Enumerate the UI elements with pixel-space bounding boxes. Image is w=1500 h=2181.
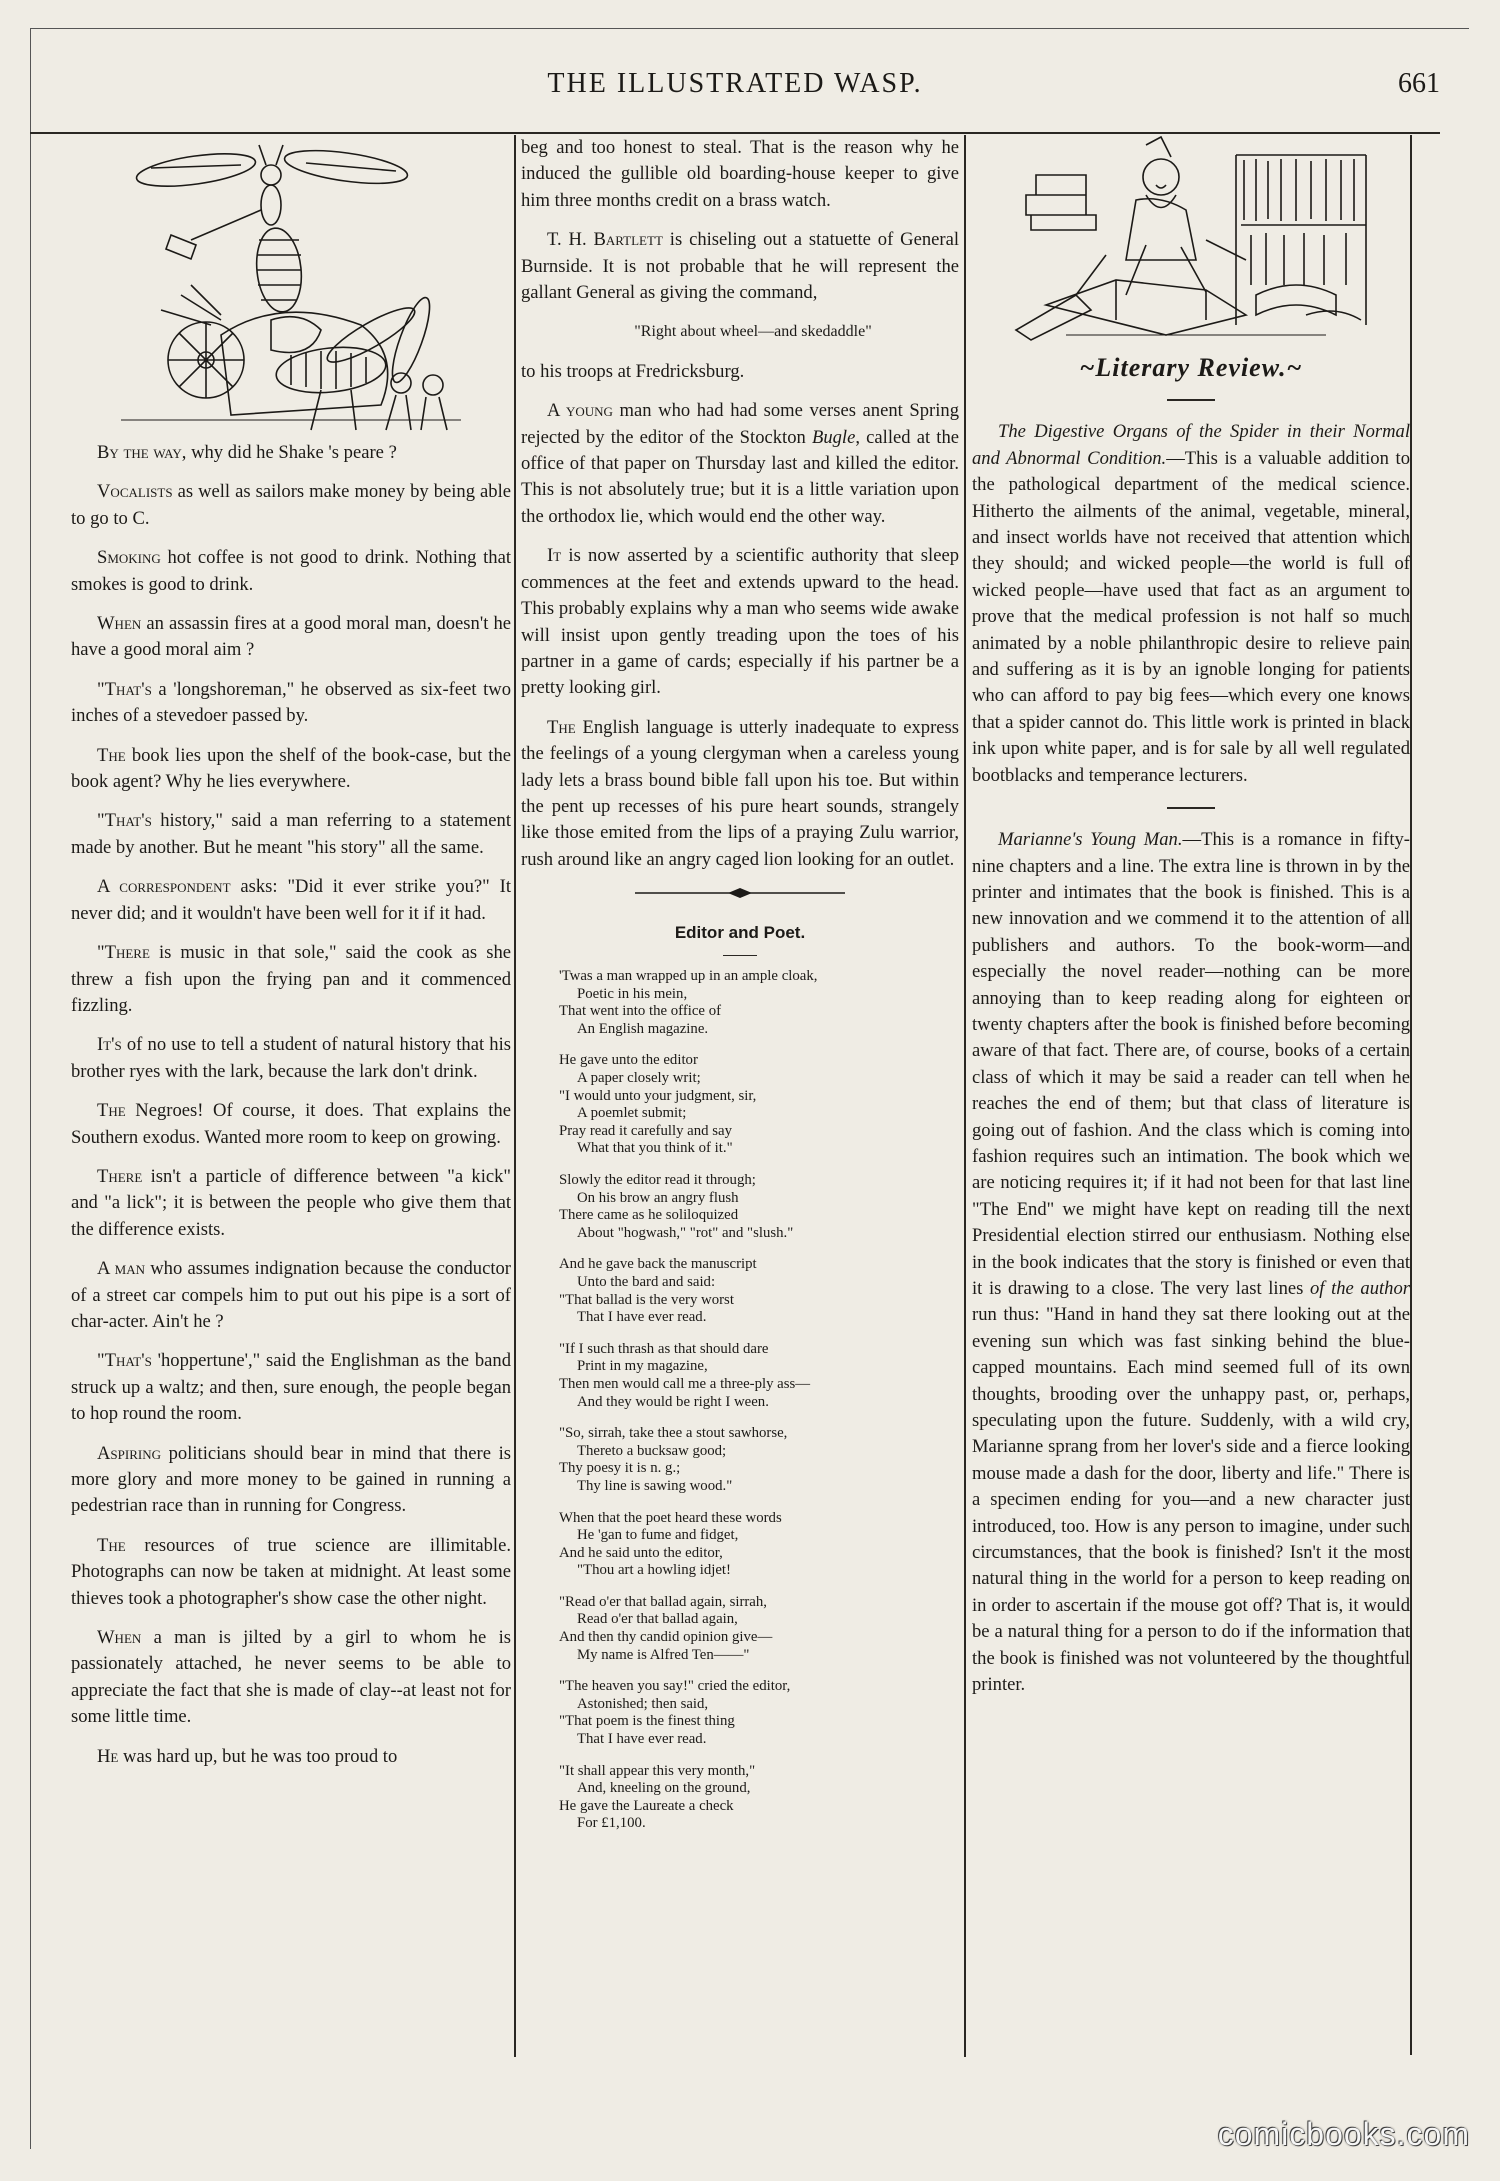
column-middle [521,135,959,1847]
poem-line: A paper closely writ; [577,1070,701,1087]
column-rule [964,135,966,2057]
continued-paragraph: beg and too honest to steal. That is the reason why he induced the gullible old boarding-house keeper to give him three months credit on a brass watch. [521,137,959,211]
poem-line: That went into the office of [559,1003,722,1020]
paragraph-text: Negroes! Of course, it does. That explains the Southern exodus. Wanted more room to keep on growing. [71,1100,511,1148]
paragraph-text: who assumes indignation because the conductor of a street car compels him to put out his pipe is a sort of char-acter. Ain't he ? [71,1258,511,1332]
paragraph-text: is now asserted by a scientific authority that sleep commences at the feet and extends upward to the head. This probably explains why a man who seems wide awake will insist upon gently treading upon the toes of his partner in a game of cards; especially if his partner be a pretty looking girl. [521,545,959,699]
poem-stanza [559,1052,959,1158]
lead-word: A correspondent [97,876,231,898]
review-book-title: Marianne's Young Man. [998,829,1183,851]
paragraph-text: hot coffee is not good to drink. Nothing that smokes is good to drink. [71,547,511,595]
lead-word: By the way, [97,442,187,463]
paragraph-text: is chiseling out a statuette of General Burnside. It is not probable that he will represent the gallant General as giving the command, [521,229,959,304]
paragraph [71,1256,511,1335]
poem-line: And he gave back the manuscript [559,1256,757,1273]
bookworm-gnome-illustration [1006,135,1376,345]
lead-word: Vocalists [97,481,173,503]
lead-word: The [97,1100,126,1122]
review-paragraph [972,419,1410,789]
poem-stanza [559,1256,959,1326]
column-rule [1410,135,1412,2055]
poem-line: About "hogwash," "rot" and "slush." [577,1224,794,1241]
poem-line: Thy poesy it is n. g.; [559,1460,681,1477]
col1-paragraphs [71,440,511,1770]
review-paragraph [972,827,1410,1698]
heading-flourish-left: ~ [1079,353,1096,382]
poem-line: Read o'er that ballad again, [577,1611,738,1628]
poem-line: Slowly the editor read it through; [559,1172,756,1188]
poem-line: Unto the bard and said: [577,1273,716,1290]
paragraph [71,1098,511,1151]
poem-title-rule [723,955,757,957]
paragraph [521,543,959,701]
poem-line: "I would unto your judgment, sir, [559,1087,757,1104]
paragraph [71,479,511,532]
page-number: 661 [1398,68,1440,99]
paragraph [71,874,511,927]
paragraph-text: why did he Shake 's peare ? [186,442,397,463]
poem-line: And then thy candid opinion give— [559,1629,773,1646]
ornamental-rule [635,886,845,900]
poem-line: "It shall appear this very month," [559,1762,756,1779]
lead-word: He [97,1745,119,1767]
poem-line: "So, sirrah, take thee a stout sawhorse, [559,1425,788,1442]
poem-line: "That poem is the finest thing [559,1713,735,1730]
lead-word: The [97,744,126,766]
column-right [972,135,1410,1712]
poem-line: Poetic in his mein, [577,985,688,1002]
paragraph [521,227,959,306]
poem-title: Editor and Poet. [674,923,806,943]
paragraph-text: isn't a particle of difference between "a kick" and "a lick"; it is between the people who give them that the difference exists. [71,1165,511,1240]
poem-stanza [559,1510,959,1580]
poem-line: Then men would call me a three-ply ass— [559,1375,811,1392]
paragraph-text: resources of true science are illimitable. Photographs can now be taken at midnight. At least some thieves took a photographer's show case the other night. [71,1534,511,1609]
poem-line: "The heaven you say!" cried the editor, [559,1678,791,1695]
paragraph-text: English language is utterly inadequate to express the feelings of a young clergyman when a careless young lady lets a brass bound bible fall upon his toe. But within the pent up recesses of his pure heart sounds, strangely like those emited from the lips of a praying Zulu warrior, rush around like an angry caged lion looking for an outlet. [521,716,959,870]
paragraph-text: asks: "Did it ever strike you?" It never did; and it wouldn't have been well for it if it had. [71,876,511,924]
paragraph [521,715,959,873]
lead-word: There [97,1165,143,1187]
col2-paragraphs [521,398,959,873]
poem-line: My name is Alfred Ten——" [577,1646,750,1663]
lead-word: When [97,613,142,635]
poem-line: "If I such thrash as that should dare [559,1340,769,1357]
paragraph [71,611,511,664]
lead-word: The [547,716,576,738]
poem-line: And, kneeling on the ground, [577,1780,751,1797]
poem-stanza [559,968,959,1038]
poem-stanza [559,1341,959,1411]
paragraph-text: man who had had some verses anent Spring rejected by the editor of the Stockton [521,400,959,448]
lead-word: Aspiring [97,1442,161,1464]
poem-line: Print in my magazine, [577,1358,708,1375]
paragraph-text: , called at the office of that paper on Thursday last and killed the editor. This is not absolutely true; but it is a little variation upon the orthodox lie, which would end the other way. [521,426,959,527]
lead-word: A young [547,400,613,422]
heading-flourish-right: ~ [1286,353,1303,382]
paragraph-end: to his troops at Fredricksburg. [521,360,745,382]
poem-line: Thy line is sawing wood." [577,1477,733,1494]
paragraph-text: of no use to tell a student of natural history that his brother ryes with the lark, because the lark don't drink. [71,1034,511,1082]
lead-word: "That's [97,1350,152,1372]
poem [521,968,959,1833]
paragraph [71,677,511,730]
paragraph-text: was hard up, but he was too proud to [118,1745,398,1767]
paragraph [521,398,959,530]
review-book-title: The Digestive Organs of the Spider in their Normal and Abnormal Condition. [972,421,1410,469]
paragraph [71,1348,511,1427]
lead-word: It [547,545,562,567]
paragraph-text: politicians should bear in mind that there is more glory and more money to be gained in running a pedestrian race than in running for Congress. [71,1442,511,1517]
review-text: —This is a romance in fifty-nine chapters and a line. The extra line is thrown in by the printer and intimates that the book is finished. This is a new innovation and we commend it to the attention of all publishers and authors. To the book-worm—and especially the novel reader—nothing can be more annoying than to keep reading along for eighteen or twenty chapters after the book is finished before becoming aware of that fact. There are, of course, books of a certain class of which it may be said a reader can tell when he reaches the end of them; but that class of literature is going out of fashion. And the class which is coming into fashion requires such an intimation. The book which we are noticing requires it; if it had not been for that last line "The End" we might have kept on reading till the next Presidential election stirred our enthusiasm. Nothing else in the book indicates that the story is finished or even that it is drawing to a close. The very last lines [972,829,1410,1299]
paragraph [71,440,511,466]
poem-stanza [559,1594,959,1664]
poem-line: What that you think of it." [577,1140,733,1157]
poem-line: Astonished; then said, [577,1695,709,1712]
paragraph [71,1032,511,1085]
poem-line: "Thou art a howling idjet! [577,1562,731,1579]
poem-line: An English magazine. [577,1020,709,1037]
poem-line: And he said unto the editor, [559,1544,723,1561]
paragraph-text: is music in that sole," said the cook as she threw a fish upon the frying pan and it commenced fizzling. [71,942,511,1016]
heading-text: Literary Review. [1095,353,1287,382]
paragraph [71,1164,511,1243]
poem-line: That I have ever read. [577,1731,707,1748]
paragraph-text: 'hoppertune'," said the Englishman as the band struck up a waltz; and then, sure enough, the people began to hop round the room. [71,1350,511,1425]
review-text: —This is a valuable addition to the pathological department of the medical science. Hitherto the ailments of the animal, vegetable, mineral, and insect worlds have not received that attention which they should; and wicked people—the world is full of wicked people—have used that fact as an argument to prove that the medical profession is not half so much animated by a noble philanthropic desire to relieve pain and suffering as it is by an ignoble longing for patients who can afford to pay big fees—which every one knows that a spider cannot do. This little work is printed in black ink upon white paper, and is for sale by all well regulated bootblacks and temperance lecturers. [972,447,1410,786]
section-rule [1167,807,1215,809]
lead-word: A man [97,1258,145,1280]
lead-word: It's [97,1034,122,1056]
poem-line: A poemlet submit; [577,1105,687,1122]
paragraph-text: an assassin fires at a good moral man, doesn't he have a good moral aim ? [71,613,511,661]
review-text: run thus: "Hand in hand they sat there looking out at the evening sun which was fast sinking behind the blue-capped mountains. Each mind seemed full of its own thoughts, brooding over the unhappy past, or, perhaps, speculating upon the future. Suddenly, with a wild cry, Marianne sprang from her lover's side and a fierce looking mouse made a dash for the door, liberty and life." There is a specimen ending for you—and a new character just introduced, too. How is any person to imagine, under such circumstances, that the book is finished? Isn't it the most natural thing in the world for a person to keep reading on in order to ascertain if the mouse got off? That is, it would be a natural thing for a person to do if the information that the book is finished was not volunteered by the thoughtful printer. [972,1304,1410,1696]
wasp-chariot-illustration [121,135,461,440]
paragraph [71,1625,511,1731]
poem-stanza [559,1763,959,1833]
masthead-title: THE ILLUSTRATED WASP. [547,68,923,99]
column-left [71,135,511,1783]
poem-line: He 'gan to fume and fidget, [577,1527,739,1544]
paragraph [71,1744,511,1770]
paragraph [71,940,511,1019]
poem-line: 'Twas a man wrapped up in an ample cloak, [559,968,818,985]
lead-word: Smoking [97,547,161,569]
poem-line: And they would be right I ween. [577,1393,769,1410]
paragraph [71,545,511,598]
lead-word: T. H. Bartlett [547,229,663,251]
poem-line: For £1,100. [577,1815,646,1832]
section-rule [1167,399,1215,401]
paragraph [71,1533,511,1612]
lead-word: When [97,1627,142,1649]
paragraph [71,808,511,861]
poem-line: He gave the Laureate a check [559,1797,734,1814]
poem-line: On his brow an angry flush [577,1189,739,1206]
page-header [30,60,1440,134]
column-rule [514,135,516,2057]
poem-stanza [559,1172,959,1242]
poem-line: Pray read it carefully and say [559,1122,732,1139]
paragraph-text: a man is jilted by a girl to whom he is passionately attached, he never seems to be able to appreciate the fact that she is made of clay--at least not for some little time. [71,1627,511,1728]
paragraph-text: history," said a man referring to a statement made by another. But he meant "his story" all the same. [71,810,511,858]
paragraph-text: book lies upon the shelf of the book-case, but the book agent? Why he lies everywhere. [71,744,511,793]
paragraph-text: as well as sailors make money by being able to go to C. [71,481,511,529]
review-italic-phrase: of the author [1309,1278,1410,1299]
lead-word: "That's [97,678,152,700]
poem-line: "Read o'er that ballad again, sirrah, [559,1593,767,1610]
paragraph-text: a 'longshoreman," he observed as six-feet two inches of a stevedoer passed by. [71,678,511,727]
poem-line: When that the poet heard these words [559,1509,782,1526]
paragraph [71,743,511,796]
poem-stanza [559,1425,959,1495]
poem-stanza [559,1678,959,1748]
section-heading [972,355,1410,381]
quotation: "Right about wheel—and skedaddle" [634,323,872,341]
poem-line: That I have ever read. [577,1309,707,1326]
poem-line: There came as he soliloquized [559,1207,739,1224]
poem-line: Thereto a bucksaw good; [577,1442,727,1459]
poem-line: He gave unto the editor [559,1052,698,1069]
italic-term: Bugle [811,426,856,448]
poem-line: "That ballad is the very worst [559,1291,734,1308]
lead-word: "That's [97,810,152,832]
site-watermark: comicbooks.com [1217,2116,1470,2152]
lead-word: The [97,1534,126,1556]
lead-word: "There [97,942,150,964]
paragraph [71,1441,511,1520]
